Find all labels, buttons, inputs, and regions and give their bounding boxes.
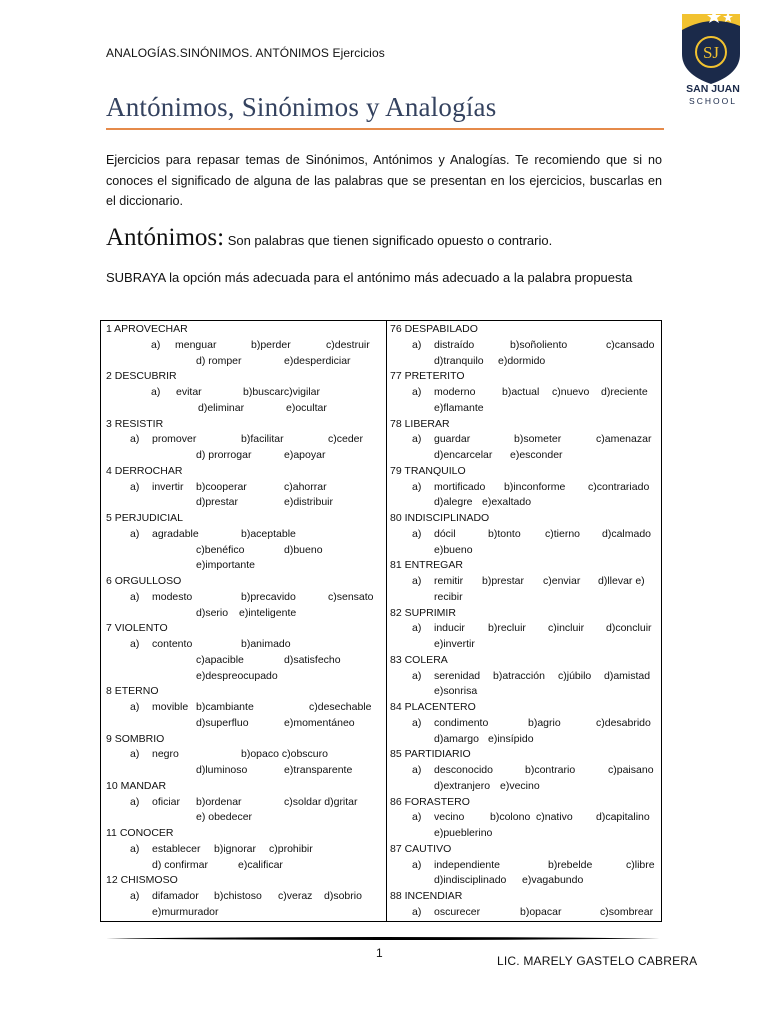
option[interactable]: e)bueno [434, 543, 473, 556]
options-line [390, 826, 658, 842]
item-title: 85 PARTIDIARIO [390, 748, 471, 761]
options-line [390, 858, 658, 874]
options-line [390, 716, 658, 732]
option[interactable]: c)júbilo [558, 669, 592, 682]
option[interactable]: a) [412, 905, 422, 918]
options-line [390, 401, 658, 417]
option[interactable]: recibir [434, 590, 463, 603]
option[interactable]: establecer [152, 842, 201, 855]
option[interactable]: e)flamante [434, 401, 484, 414]
title-underline [106, 128, 664, 130]
option[interactable]: a) [412, 764, 422, 776]
options-line [390, 432, 658, 448]
option[interactable]: d)satisfecho [284, 653, 341, 666]
options-line [106, 448, 380, 464]
options-line [106, 763, 380, 779]
option[interactable]: a) [412, 858, 422, 871]
item-title: 2 DESCUBRIR [106, 370, 177, 383]
option[interactable]: mortificado [434, 480, 486, 493]
option[interactable]: d)encarcelar [434, 449, 493, 461]
options-line [106, 795, 380, 811]
item-title: 79 TRANQUILO [390, 464, 466, 477]
option[interactable]: b)animado [241, 638, 291, 650]
option[interactable]: b)chistoso [214, 890, 262, 902]
option[interactable]: e)despreocupado [196, 669, 278, 682]
options-line [390, 669, 658, 685]
option[interactable]: e)inteligente [239, 606, 297, 619]
option[interactable]: e)importante [196, 559, 255, 572]
options-line [390, 495, 658, 511]
option[interactable]: serenidad [434, 669, 481, 682]
option[interactable]: vecino [434, 811, 465, 824]
footer-author: LIC. MARELY GASTELO CABRERA [497, 954, 698, 968]
option[interactable]: promover [152, 433, 197, 446]
options-line [106, 432, 380, 448]
options-line [106, 747, 380, 763]
option[interactable]: a) [130, 590, 140, 603]
option[interactable]: b)someter [514, 433, 562, 446]
options-line [390, 338, 658, 354]
option[interactable]: e)momentáneo [284, 716, 355, 729]
instruction: SUBRAYA la opción más adecuada para el antónimo más adecuado a la palabra propuesta [106, 270, 633, 285]
option[interactable]: a) [412, 669, 422, 682]
option[interactable]: e)murmurador [152, 905, 219, 918]
school-logo [678, 8, 744, 124]
options-line [106, 401, 380, 417]
options-line [106, 495, 380, 511]
option[interactable]: b)atracción [493, 669, 545, 682]
option[interactable]: a) [412, 716, 422, 729]
option[interactable]: difamador [152, 890, 199, 902]
item-title: 86 FORASTERO [390, 795, 470, 808]
options-line [106, 606, 380, 622]
item-title: 6 ORGULLOSO [106, 575, 182, 587]
option[interactable]: b)actual [502, 386, 540, 398]
option[interactable]: c)desechable [309, 701, 372, 713]
option[interactable]: contento [152, 638, 193, 650]
option[interactable]: d)luminoso [196, 764, 248, 776]
option[interactable]: guardar [434, 433, 471, 446]
item-title: 5 PERJUDICIAL [106, 512, 184, 524]
antonimos-word: Antónimos: [106, 224, 225, 251]
option[interactable]: b)opaco c)obscuro [241, 748, 328, 761]
option[interactable]: a) [412, 338, 422, 351]
logo-school: SCHOOL [689, 96, 737, 106]
header-text: ANALOGÍAS.SINÓNIMOS. ANTÓNIMOS Ejercicios [106, 46, 385, 60]
option[interactable]: d)amargo [434, 732, 479, 745]
option[interactable]: d) romper [196, 354, 242, 367]
option[interactable]: d)reciente [601, 386, 648, 398]
option[interactable]: e)desperdiciar [284, 354, 351, 367]
option[interactable]: a) [412, 622, 422, 635]
item-title: 84 PLACENTERO [390, 701, 476, 713]
option[interactable]: e)apoyar [284, 449, 326, 461]
option[interactable]: b)ignorar [214, 842, 257, 855]
option[interactable]: e)calificar [238, 858, 283, 871]
options-line [390, 637, 658, 653]
options-line [390, 873, 658, 889]
option[interactable]: moderno [434, 386, 476, 398]
logo-initials: SJ [702, 43, 720, 62]
option[interactable]: d)prestar [196, 496, 239, 509]
option[interactable]: e)transparente [284, 764, 353, 776]
options-line [106, 527, 380, 543]
option[interactable]: c)nuevo [552, 386, 590, 398]
option[interactable]: d)amistad [604, 669, 651, 682]
option[interactable]: e)pueblerino [434, 827, 493, 839]
option[interactable]: b)opacar [520, 905, 562, 918]
option[interactable]: b)recluir [488, 622, 526, 635]
option[interactable]: b)contrario [525, 764, 576, 776]
options-line [106, 858, 380, 874]
item-title: 77 PRETERITO [390, 370, 465, 383]
option[interactable]: e)ocultar [286, 401, 327, 414]
options-line [106, 653, 380, 669]
item-title: 11 CONOCER [106, 827, 174, 839]
option[interactable]: c)libre [626, 858, 655, 871]
item-title: 1 APROVECHAR [106, 323, 188, 335]
option[interactable]: d)llevar e) [598, 575, 645, 587]
item-title: 78 LIBERAR [390, 417, 450, 430]
options-line [106, 590, 380, 606]
options-line [106, 716, 380, 732]
column-divider [386, 321, 387, 921]
option[interactable]: c)tierno [545, 527, 581, 540]
option[interactable]: oficiar [152, 795, 181, 808]
option[interactable]: d)eliminar [198, 401, 245, 414]
option[interactable]: remitir [434, 575, 464, 587]
option[interactable]: b)rebelde [548, 858, 593, 871]
option[interactable]: d)sobrio [324, 890, 362, 902]
option[interactable]: e)vecino [500, 779, 540, 792]
options-line [106, 354, 380, 370]
option[interactable]: c)cansado [606, 338, 655, 351]
option[interactable]: c)nativo [536, 811, 573, 824]
item-title: 9 SOMBRIO [106, 732, 165, 745]
option[interactable]: c)apacible [196, 653, 244, 666]
option[interactable]: b)cooperar [196, 480, 247, 493]
option[interactable]: b)prestar [482, 575, 525, 587]
options-line [390, 448, 658, 464]
option[interactable]: a) [130, 701, 140, 713]
option[interactable]: b)colono [490, 811, 531, 824]
item-title: 76 DESPABILADO [390, 323, 478, 335]
option[interactable]: d)indisciplinado [434, 874, 507, 887]
options-line [390, 732, 658, 748]
option[interactable]: movible [152, 701, 189, 713]
option[interactable]: b)cambiante [196, 701, 254, 713]
option[interactable]: inducir [434, 622, 465, 635]
item-title: 83 COLERA [390, 653, 448, 666]
exercise-table [100, 320, 662, 922]
option[interactable]: e)dormido [498, 354, 546, 367]
option[interactable]: a) [130, 638, 140, 650]
option[interactable]: b)soñoliento [510, 338, 568, 351]
option[interactable]: e)esconder [510, 449, 563, 461]
right-column [390, 322, 658, 921]
option[interactable]: d) confirmar [152, 858, 209, 871]
options-line [390, 684, 658, 700]
option[interactable]: invertir [152, 480, 184, 493]
option[interactable]: independiente [434, 858, 500, 871]
option[interactable]: c)ceder [328, 433, 364, 446]
options-line [106, 338, 380, 354]
options-line [106, 842, 380, 858]
option[interactable]: b)aceptable [241, 527, 296, 540]
options-line [106, 889, 380, 905]
options-line [106, 480, 380, 496]
option[interactable]: d)concluir [606, 622, 652, 635]
option[interactable]: a) [130, 890, 140, 902]
option[interactable]: c)paisano [608, 764, 654, 776]
option[interactable]: e)vagabundo [522, 874, 584, 887]
options-line [390, 385, 658, 401]
option[interactable]: a) [130, 433, 140, 446]
options-line [106, 637, 380, 653]
option[interactable]: a) [412, 433, 422, 446]
option[interactable]: distraído [434, 338, 475, 351]
option[interactable]: b)facilitar [241, 433, 284, 446]
page-number: 1 [376, 946, 383, 960]
option[interactable]: a) [151, 386, 161, 398]
option[interactable]: e)exaltado [482, 496, 532, 509]
option[interactable]: b)precavido [241, 590, 296, 603]
options-line [390, 763, 658, 779]
option[interactable]: desconocido [434, 764, 493, 776]
options-line [390, 527, 658, 543]
option[interactable]: a) [130, 842, 140, 855]
option[interactable]: a) [130, 480, 140, 493]
item-title: 8 ETERNO [106, 685, 159, 698]
option[interactable]: c)ahorrar [284, 480, 327, 493]
intro-paragraph: Ejercicios para repasar temas de Sinónimos, Antónimos y Analogías. Te recomiendo que si no conoces el significado de alguna de las palabras que se presentan en los ejercicios, buscarlas en el diccionario. [106, 153, 662, 208]
options-line [106, 558, 380, 574]
option[interactable]: b)buscarc)vigilar [243, 386, 321, 398]
option[interactable]: a) [151, 338, 161, 351]
options-line [390, 810, 658, 826]
item-title: 81 ENTREGAR [390, 559, 463, 572]
options-line [106, 669, 380, 685]
options-line [106, 700, 380, 716]
option[interactable]: b)inconforme [504, 480, 566, 493]
footer-rule [106, 936, 660, 941]
item-title: 80 INDISCIPLINADO [390, 512, 490, 524]
option[interactable]: d)alegre [434, 496, 473, 509]
options-line [106, 543, 380, 559]
option[interactable]: c)desabrido [596, 716, 651, 729]
option[interactable]: c)contrariado [588, 480, 650, 493]
option[interactable]: c)veraz [278, 890, 313, 902]
options-line [390, 354, 658, 370]
item-title: 12 CHISMOSO [106, 874, 178, 887]
antonimos-definition: Son palabras que tienen significado opuesto o contrario. [224, 233, 553, 248]
options-line [390, 480, 658, 496]
option[interactable]: a) [412, 480, 422, 493]
item-title: 87 CAUTIVO [390, 842, 452, 855]
option[interactable]: dócil [434, 527, 456, 540]
options-line [390, 590, 658, 606]
option[interactable]: c)destruir [326, 338, 370, 351]
option[interactable]: a) [412, 386, 422, 398]
option[interactable]: d)calmado [602, 527, 652, 540]
option[interactable]: b)tonto [488, 527, 521, 540]
option[interactable]: c)sombrear [600, 905, 654, 918]
item-title: 4 DERROCHAR [106, 464, 183, 477]
option[interactable]: e)distribuir [284, 496, 334, 509]
options-line [106, 905, 380, 921]
option[interactable]: d)extranjero [434, 779, 491, 792]
option[interactable]: a) [412, 811, 422, 824]
option[interactable]: e)insípido [488, 732, 534, 745]
option[interactable]: d)bueno [284, 543, 323, 556]
option[interactable]: d)serio [196, 606, 229, 619]
option[interactable]: e) obedecer [196, 811, 253, 824]
option[interactable]: d)tranquilo [434, 354, 484, 367]
antonimos-heading [106, 224, 552, 252]
option[interactable]: c)prohibir [269, 842, 313, 855]
item-title: 88 INCENDIAR [390, 890, 463, 902]
option[interactable]: c)incluir [548, 622, 585, 635]
option[interactable]: evitar [176, 386, 202, 398]
options-line [390, 905, 658, 921]
option[interactable]: e)invertir [434, 638, 475, 650]
option[interactable]: a) [130, 527, 140, 540]
option[interactable]: negro [152, 748, 179, 761]
options-line [390, 543, 658, 559]
options-line [106, 385, 380, 401]
page-title: Antónimos, Sinónimos y Analogías [106, 92, 497, 122]
option[interactable]: b)ordenar [196, 795, 242, 808]
options-line [390, 621, 658, 637]
logo-name: SAN JUAN [686, 83, 740, 95]
option[interactable]: c)benéfico [196, 543, 245, 556]
left-column [106, 322, 380, 921]
option[interactable]: c)sensato [328, 590, 374, 603]
item-title: 82 SUPRIMIR [390, 606, 456, 619]
option[interactable]: c)soldar d)gritar [284, 795, 358, 808]
option[interactable]: b)agrio [528, 716, 561, 729]
option[interactable]: modesto [152, 590, 193, 603]
option[interactable]: menguar [175, 338, 217, 351]
item-title: 10 MANDAR [106, 779, 167, 792]
option[interactable]: agradable [152, 527, 199, 540]
option[interactable]: a) [130, 748, 140, 761]
option[interactable]: d)superfluo [196, 716, 249, 729]
options-line [390, 779, 658, 795]
option[interactable]: d) prorrogar [196, 449, 252, 461]
option[interactable]: condimento [434, 716, 489, 729]
option[interactable]: a) [412, 575, 422, 587]
options-line [106, 810, 380, 826]
option[interactable]: c)amenazar [596, 433, 652, 446]
item-title: 7 VIOLENTO [106, 622, 168, 635]
option[interactable]: a) [130, 795, 140, 808]
option[interactable]: d)capitalino [596, 811, 650, 824]
option[interactable]: oscurecer [434, 905, 481, 918]
item-title: 3 RESISTIR [106, 417, 164, 430]
option[interactable]: e)sonrisa [434, 685, 478, 698]
option[interactable]: c)enviar [543, 575, 581, 587]
option[interactable]: b)perder [251, 338, 291, 351]
option[interactable]: a) [412, 527, 422, 540]
options-line [390, 574, 658, 590]
